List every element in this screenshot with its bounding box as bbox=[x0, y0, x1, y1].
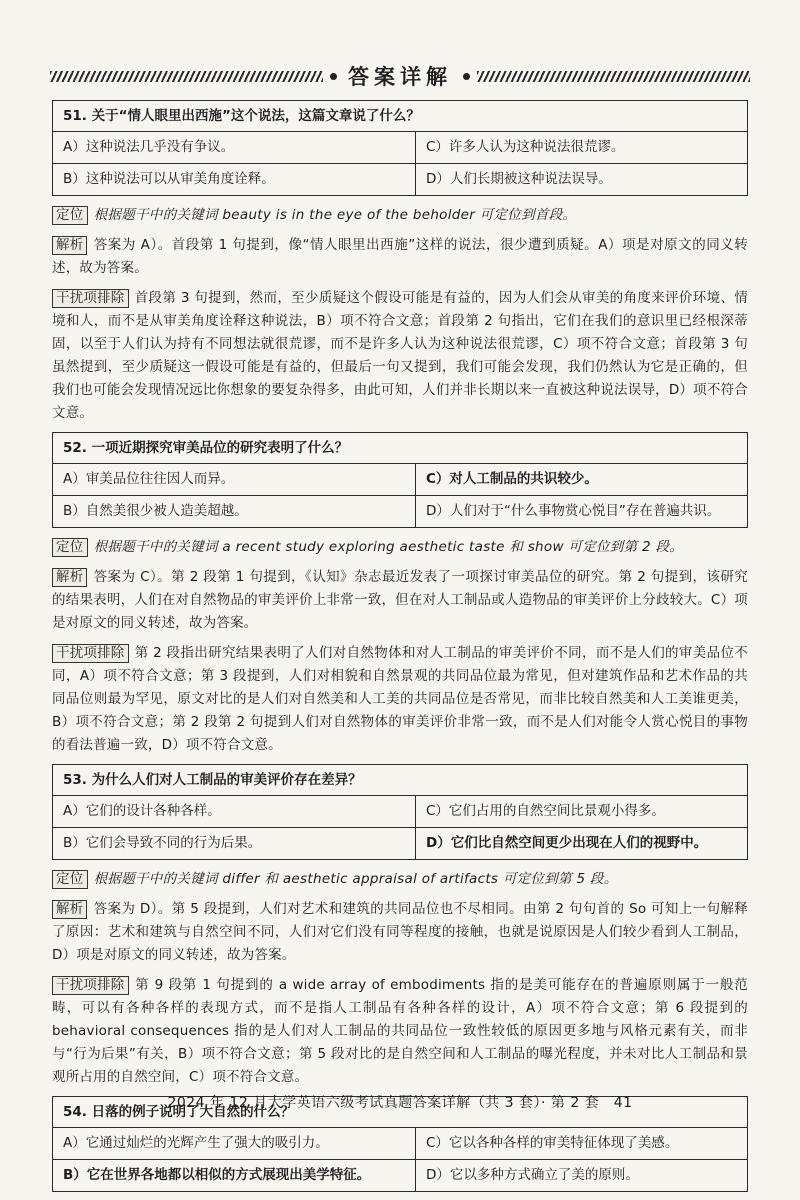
distractor-paragraph bbox=[52, 974, 748, 1089]
analysis-paragraph bbox=[52, 898, 748, 967]
page-footer: 2024 年 12 月大学英语六级考试真题答案详解（共 3 套）· 第 2 套 41 bbox=[167, 1095, 633, 1111]
option-row bbox=[53, 132, 747, 163]
question-box-51 bbox=[52, 100, 748, 196]
analysis-tag: 解析 bbox=[52, 236, 87, 255]
question-title: 52. 一项近期探究审美品位的研究表明了什么？ bbox=[53, 433, 747, 464]
locate-tag: 定位 bbox=[52, 538, 88, 557]
question-box-52 bbox=[52, 432, 748, 528]
option-d: D）它们比自然空间更少出现在人们的视野中。 bbox=[426, 835, 708, 851]
question-title: 54. 日落的例子说明了大自然的什么？ bbox=[53, 1097, 747, 1128]
distractor-tag: 干扰项排除 bbox=[52, 289, 129, 308]
question-box-53 bbox=[52, 764, 748, 860]
content bbox=[52, 100, 748, 1200]
analysis-text: 答案为 A）。首段第 1 句提到，像“情人眼里出西施”这样的说法，很少遭到质疑。A）项是对原文的同义转述，故为答案。 bbox=[52, 237, 748, 276]
option-b: B）它们会导致不同的行为后果。 bbox=[53, 828, 416, 859]
page-title: 答案详解 bbox=[348, 65, 452, 89]
distractor-text: 第 9 段第 1 句提到的 a wide array of embodiments 指的是美可能存在的普遍原则属于一般范畴，可以有各种各样的表现方式，而不是指人工制品有各种各样的设计，A）项不符合文意；第 6 段提到的 behavioral consequences 指的是人们对人工制品的共同品位一致性较低的原因更多地与风格元素有关，而非与“行为后果”有关，B）项不符合文意；第 5 段对比的是自然空间和人工制品的曝光程度，并未对比人工制品和景观所占用的自然空间，C）项不符合文意。 bbox=[52, 977, 748, 1085]
locate-paragraph bbox=[52, 536, 748, 559]
header-hatch-left bbox=[50, 71, 323, 82]
analysis-tag: 解析 bbox=[52, 568, 87, 587]
option-c: C）它们占用的自然空间比景观小得多。 bbox=[426, 803, 665, 819]
header-dot-left bbox=[330, 73, 337, 80]
distractor-text: 第 2 段指出研究结果表明了人们对自然物体和对人工制品的审美评价不同，而不是人们的审美品位不同，A）项不符合文意；第 3 段提到，人们对相貌和自然景观的共同品位最为常见，但对建筑作品和艺术作品的共同品位则最为罕见，原文对比的是人们对自然美和人工美的共同品位是否常见，而非比较自然美和人工美谁更美，B）项不符合文意；第 2 段第 2 句提到人们对自然物体的审美评价非常一致，而不是人们对能令人赏心悦目的事物的看法普遍一致，D）项不符合文意。 bbox=[52, 645, 748, 753]
distractor-tag: 干扰项排除 bbox=[52, 644, 129, 663]
locate-text: 根据题干中的关键词 differ 和 aesthetic appraisal of artifacts 可定位到第 5 段。 bbox=[93, 871, 618, 887]
option-d: D）人们对于“什么事物赏心悦目”存在普遍共识。 bbox=[426, 503, 721, 519]
option-d: D）它以多种方式确立了美的原则。 bbox=[426, 1167, 639, 1183]
option-a: A）它通过灿烂的光辉产生了强大的吸引力。 bbox=[53, 1128, 416, 1159]
option-b: B）它在世界各地都以相似的方式展现出美学特征。 bbox=[53, 1160, 416, 1191]
locate-text: 根据题干中的关键词 a recent study exploring aesthetic taste 和 show 可定位到第 2 段。 bbox=[93, 539, 684, 555]
option-b: B）自然美很少被人造美超越。 bbox=[53, 496, 416, 527]
option-c: C）对人工制品的共识较少。 bbox=[426, 471, 598, 487]
option-d: D）人们长期被这种说法误导。 bbox=[426, 171, 612, 187]
analysis-paragraph bbox=[52, 566, 748, 635]
analysis-paragraph bbox=[52, 234, 748, 280]
question-title: 51. 关于“情人眼里出西施”这个说法，这篇文章说了什么？ bbox=[53, 101, 747, 132]
option-row bbox=[53, 827, 747, 859]
option-a: A）它们的设计各种各样。 bbox=[53, 796, 416, 827]
distractor-paragraph bbox=[52, 287, 748, 425]
question-title: 53. 为什么人们对人工制品的审美评价存在差异？ bbox=[53, 765, 747, 796]
option-a: A）审美品位往往因人而异。 bbox=[53, 464, 416, 495]
option-row bbox=[53, 1128, 747, 1159]
locate-paragraph bbox=[52, 204, 748, 227]
distractor-text: 首段第 3 句提到，然而，至少质疑这个假设可能是有益的，因为人们会从审美的角度来评价环境、情境和人，而不是从审美角度诠释这种说法，B）项不符合文意；首段第 2 句指出，它们在我们的意识里已经根深蒂固，以至于人们认为持有不同想法就很荒谬，而不是许多人认为这种说法很荒谬，C）项不符合文意；首段第 3 句虽然提到，至少质疑这一假设可能是有益的，但最后一句又提到，我们可能会发现，我们仍然认为它是正确的，但我们也可能会发现情况远比你想象的要复杂得多，由此可知，人们并非长期以来一直被这种说法误导，D）项不符合文意。 bbox=[52, 290, 748, 421]
option-a: A）这种说法几乎没有争议。 bbox=[53, 132, 416, 163]
locate-tag: 定位 bbox=[52, 206, 88, 225]
distractor-paragraph bbox=[52, 642, 748, 757]
option-row bbox=[53, 495, 747, 527]
analysis-text: 答案为 D）。第 5 段提到，人们对艺术和建筑的共同品位也不尽相同。由第 2 句句首的 So 可知上一句解释了原因：艺术和建筑与自然空间不同，人们对它们没有同等程度的接触，也就是说原因是人们较少看到人工制品，D）项是对原文的同义转述，故为答案。 bbox=[52, 901, 748, 963]
option-b: B）这种说法可以从审美角度诠释。 bbox=[53, 164, 416, 195]
option-row bbox=[53, 796, 747, 827]
header-hatch-right bbox=[477, 71, 750, 82]
page-header bbox=[50, 58, 750, 94]
option-c: C）许多人认为这种说法很荒谬。 bbox=[426, 139, 625, 155]
option-row bbox=[53, 464, 747, 495]
header-dot-right bbox=[463, 73, 470, 80]
option-row bbox=[53, 1159, 747, 1191]
locate-paragraph bbox=[52, 868, 748, 891]
analysis-tag: 解析 bbox=[52, 900, 87, 919]
locate-tag: 定位 bbox=[52, 870, 88, 889]
option-c: C）它以各种各样的审美特征体现了美感。 bbox=[426, 1135, 679, 1151]
analysis-text: 答案为 C）。第 2 段第 1 句提到，《认知》杂志最近发表了一项探讨审美品位的研究。第 2 句提到，该研究的结果表明，人们在对自然物品的审美评价上非常一致，但在对人工制品或人造物品的审美评价上分歧较大。C）项是对原文的同义转述，故为答案。 bbox=[52, 569, 748, 631]
option-row bbox=[53, 163, 747, 195]
locate-text: 根据题干中的关键词 beauty is in the eye of the beholder 可定位到首段。 bbox=[93, 207, 577, 223]
distractor-tag: 干扰项排除 bbox=[52, 976, 129, 995]
